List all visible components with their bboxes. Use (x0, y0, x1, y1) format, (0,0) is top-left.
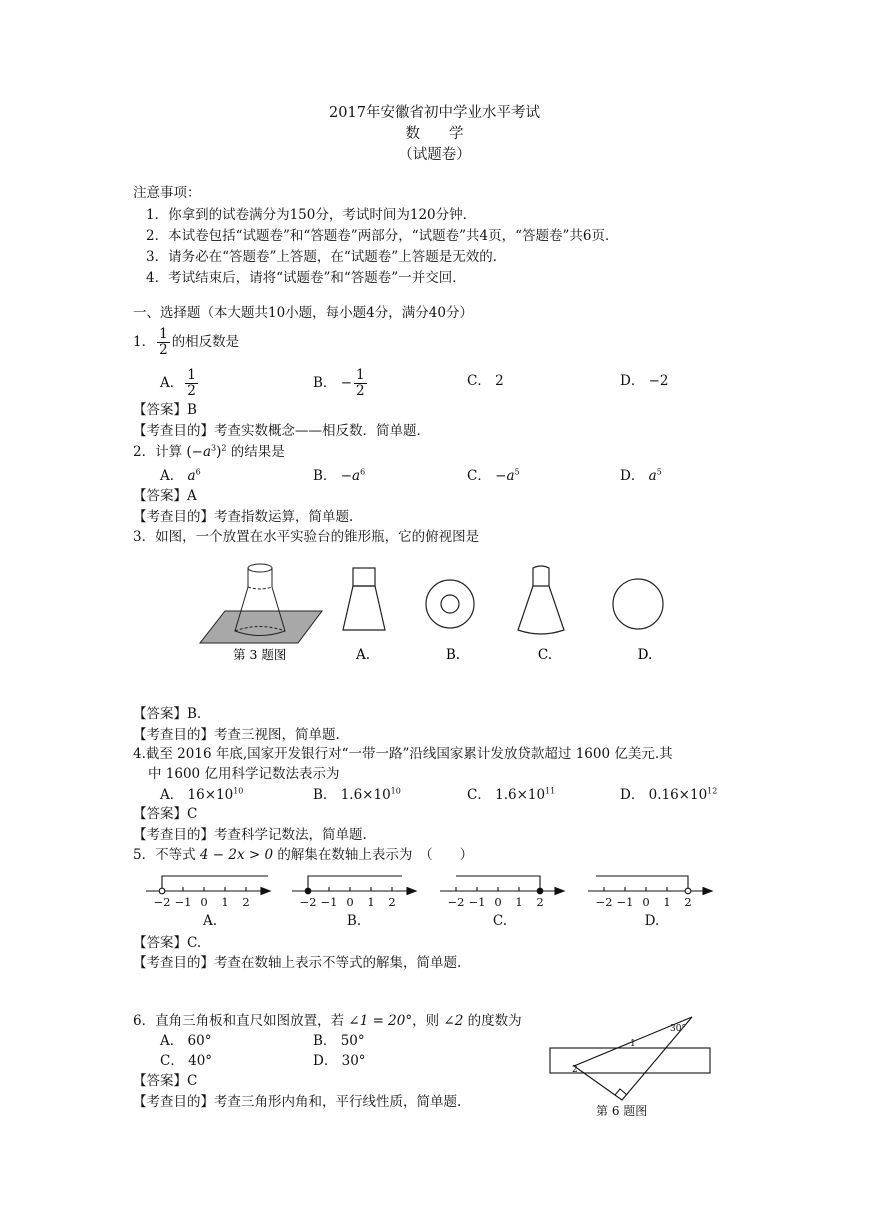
fraction-denominator: 2 (356, 382, 365, 399)
option-a-shape (343, 568, 385, 630)
number-line-b (292, 876, 416, 895)
tick-label: −1 (468, 895, 486, 909)
stem-text: ，则 (412, 1013, 444, 1029)
question-2-option-a (160, 467, 201, 484)
option-a-label: A. (355, 647, 371, 663)
right-angle-mark (615, 1089, 627, 1095)
question-1-option-a (160, 368, 200, 399)
tick-label: 2 (388, 895, 396, 909)
question-6-answer: 【答案】C (133, 1073, 198, 1089)
question-1-answer: 【答案】B (133, 402, 197, 418)
stem-text: 的相反数是 (171, 333, 240, 350)
exponent: 5 (514, 467, 520, 477)
stem-text: 2．计算 (− (133, 444, 203, 460)
notice-item-1: 1．你拿到的试卷满分为150分，考试时间为120分钟． (146, 207, 477, 223)
option-a-label: A. (202, 913, 218, 929)
number-line-d (588, 876, 712, 895)
question-4-purpose: 【考查目的】考查科学记数法，简单题. (133, 827, 367, 843)
exponent: 12 (707, 786, 718, 796)
question-6-option-b: B． 50° (313, 1033, 365, 1049)
question-4-stem-line-1: 4.截至 2016 年底,国家开发银行对“一带一路”沿线国家累计发放贷款超过 1600 亿美元.其 (133, 746, 673, 762)
option-text: A． 16×10 (160, 787, 234, 803)
option-b-label: B. (445, 647, 461, 663)
fraction (185, 368, 198, 399)
exponent: 11 (545, 786, 556, 796)
notice-item-4: 4．考试结束后，请将“试题卷”和“答题卷”一并交回． (146, 270, 466, 286)
tick-label: 0 (642, 895, 650, 909)
tick-label: 1 (515, 895, 523, 909)
option-text: D． 0.16×10 (620, 787, 708, 803)
stem-text: 的度数为 (463, 1013, 522, 1029)
question-3-stem: 3．如图，一个放置在水平实验台的锥形瓶，它的俯视图是 (133, 529, 480, 545)
question-1-option-c: C． 2 (467, 373, 504, 389)
tick-label: 2 (684, 895, 692, 909)
exponent: 6 (360, 467, 366, 477)
exam-title: 2017年安徽省初中学业水平考试 (329, 105, 540, 121)
question-5-stem (133, 849, 473, 863)
angle-1-label: 1 (630, 1039, 636, 1049)
fraction (157, 327, 170, 358)
variable: a (506, 468, 515, 484)
tick-label: 2 (536, 895, 544, 909)
fraction-denominator: 2 (187, 382, 196, 399)
tick-label: −1 (616, 895, 634, 909)
question-6-option-d: D． 30° (313, 1053, 366, 1069)
question-4-option-a (160, 786, 244, 803)
option-label: B． − (313, 468, 353, 484)
exponent: 10 (390, 786, 401, 796)
number-line-c (440, 876, 564, 895)
option-c-label: C. (492, 913, 508, 929)
option-text: B． 1.6×10 (313, 787, 391, 803)
variable: a (648, 468, 657, 484)
exam-subject: 数 学 (405, 126, 464, 142)
stem-text: 的结果是 (226, 444, 285, 460)
angle-expression: ∠2 (443, 1013, 464, 1029)
question-2-stem (133, 443, 285, 460)
question-6-stem (133, 1015, 522, 1029)
option-label: B． (313, 374, 337, 391)
notice-item-2: 2．本试卷包括“试题卷”和“答题卷”两部分，“试题卷”共4页，“答题卷”共6页． (146, 228, 619, 244)
fraction-numerator: 1 (159, 326, 168, 342)
exponent: 6 (195, 467, 201, 477)
tick-label: 1 (663, 895, 671, 909)
variable: a (187, 468, 196, 484)
variable: a (202, 444, 212, 460)
option-d-shape (613, 579, 663, 629)
fraction (354, 368, 367, 399)
angle-30-label: 30° (670, 1024, 686, 1034)
question-3-answer: 【答案】B. (133, 706, 202, 722)
question-4-stem-line-2: 中 1600 亿用科学记数法表示为 (148, 766, 340, 782)
option-label: A． (160, 468, 188, 484)
figure-caption: 第 3 题图 (233, 647, 287, 662)
exponent: 10 (233, 786, 244, 796)
paren: ) (216, 444, 222, 460)
exponent: 3 (211, 443, 217, 453)
option-b-label: B. (346, 913, 362, 929)
question-6-purpose: 【考查目的】考查三角形内角和，平行线性质，简单题. (133, 1094, 462, 1110)
question-2-option-b (313, 467, 366, 484)
tick-label: −1 (174, 895, 192, 909)
question-2-option-d (620, 467, 662, 484)
fraction-numerator: 1 (356, 367, 365, 383)
tick-label: 1 (367, 895, 375, 909)
section-heading: 一、选择题（本大题共10小题，每小题4分，满分40分） (133, 305, 473, 321)
tick-label: −2 (299, 895, 317, 909)
tick-label: 0 (200, 895, 208, 909)
exponent: 2 (221, 443, 227, 453)
tick-label: −2 (447, 895, 465, 909)
question-4-option-b (313, 786, 401, 803)
question-6-option-c: C． 40° (160, 1053, 213, 1069)
option-d-label: D. (637, 647, 653, 663)
question-4-option-c (467, 786, 556, 803)
question-2-purpose: 【考查目的】考查指数运算，简单题. (133, 509, 354, 525)
exam-paper-type: （试题卷） (398, 147, 471, 163)
tick-label: 1 (221, 895, 229, 909)
angle-2-label: 2 (572, 1065, 578, 1075)
fraction-numerator: 1 (187, 367, 196, 383)
question-5-purpose: 【考查目的】考查在数轴上表示不等式的解集，简单题. (133, 955, 462, 971)
stem-text: 5．不等式 (133, 847, 200, 863)
question-6-figure (548, 1014, 713, 1120)
minus-sign: − (340, 374, 353, 391)
tick-label: −1 (320, 895, 338, 909)
inequality: 4 − 2x > 0 (199, 847, 274, 863)
option-label: D． (620, 468, 649, 484)
question-2-answer: 【答案】A (133, 488, 197, 504)
option-text: C． 1.6×10 (467, 787, 546, 803)
question-2-option-c (467, 467, 520, 484)
question-1-option-b (313, 368, 369, 399)
tick-label: 2 (242, 895, 250, 909)
stem-text: 的解集在数轴上表示为 （ ） (273, 847, 474, 863)
question-4-answer: 【答案】C (133, 806, 198, 822)
option-c-label: C. (537, 647, 553, 663)
angle-expression: ∠1 = 20° (348, 1013, 413, 1029)
option-label: C． − (467, 468, 507, 484)
stem-text: 6．直角三角板和直尺如图放置，若 (133, 1013, 349, 1029)
question-1-stem (133, 327, 239, 358)
option-c-shape (518, 566, 564, 634)
question-6-option-a: A． 60° (160, 1033, 212, 1049)
notice-item-3: 3．请务必在“答题卷”上答题，在“试题卷”上答题是无效的． (146, 249, 507, 265)
number-line-a (146, 876, 270, 895)
fraction-denominator: 2 (159, 341, 168, 358)
option-label: A． (160, 374, 184, 391)
tick-label: −2 (153, 895, 171, 909)
tick-label: 0 (494, 895, 502, 909)
question-3-purpose: 【考查目的】考查三视图，简单题. (133, 727, 340, 743)
question-5-answer: 【答案】C. (133, 935, 202, 951)
question-1-purpose: 【考查目的】考查实数概念——相反数．简单题． (133, 423, 430, 439)
question-4-option-d (620, 786, 718, 803)
question-number: 1． (133, 333, 156, 350)
variable: a (352, 468, 361, 484)
tick-label: −2 (595, 895, 613, 909)
notice-heading: 注意事项： (133, 185, 201, 201)
question-1-option-d: D． −2 (620, 373, 669, 389)
figure-caption: 第 6 题图 (596, 1104, 648, 1118)
option-d-label: D. (644, 913, 660, 929)
tick-label: 0 (346, 895, 354, 909)
question-3-figure (195, 558, 675, 668)
question-5-number-lines (140, 868, 730, 932)
option-b-shape (426, 580, 474, 628)
exponent: 5 (656, 467, 662, 477)
